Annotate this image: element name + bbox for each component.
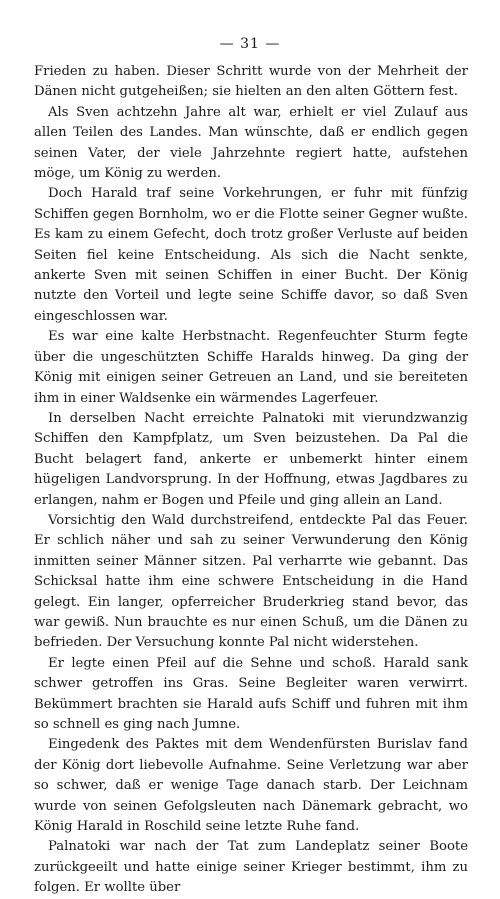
paragraph: Palnatoki war nach der Tat zum Landeplatz seiner Boote zurückgeeilt und hatte einige seiner Krieger bestimmt, ihm zu folgen. Er wollte über [34,839,468,896]
paragraph: Es war eine kalte Herbstnacht. Regenfeuchter Sturm fegte über die ungeschützten Schiffe Haralds hinweg. Da ging der König mit einigen seiner Getreuen an Land, und sie bereiteten ihm in einer Waldsenke ein wärmendes Lagerfeuer. [34,329,468,406]
paragraph: Als Sven achtzehn Jahre alt war, erhielt er viel Zulauf aus allen Teilen des Landes. Man wünschte, daß er endlich gegen seinen Vater, der viele Jahrzehnte regiert hatte, aufstehen möge, um König zu werden. [34,104,468,182]
paragraph: Vorsichtig den Wald durchstreifend, entdeckte Pal das Feuer. Er schlich näher und sah zu seiner Verwunderung den König inmitten seiner Männer sitzen. Pal verharrte wie gebannt. Das Schicksal hatte ihm eine schwere Entscheidung in die Hand gelegt. Ein langer, opferreicher Bruderkrieg stand bevor, das war gewiß. Nun brauchte es nur einen Schuß, um die Dänen zu befrieden. Der Versuchung konnte Pal nicht widerstehen. [34,512,468,651]
body-text [34,62,468,899]
paragraph: Frieden zu haben. Dieser Schritt wurde von der Mehrheit der Dänen nicht gutgeheißen; sie hielten an den alten Göttern fest. [34,64,468,100]
paragraph: In derselben Nacht erreichte Palnatoki mit vierundzwanzig Schiffen den Kampfplatz, um Sven beizustehen. Da Pal die Bucht belagert fand, ankerte er unbemerkt hinter einem hügeligen Landvorsprung. In der Hoffnung, etwas Jagdbares zu erlangen, nahm er Bogen und Pfeile und ging allein an Land. [34,410,468,508]
paragraph: Eingedenk des Paktes mit dem Wendenfürsten Burislav fand der König dort liebevolle Aufnahme. Seine Verletzung war aber so schwer, daß er wenige Tage danach starb. Der Leichnam wurde von seinen Gefolgsleuten nach Dänemark gebracht, wo König Harald in Roschild seine letzte Ruhe fand. [34,737,468,835]
page-number: — 31 — [219,36,281,52]
paragraph: Er legte einen Pfeil auf die Sehne und schoß. Harald sank schwer getroffen ins Gras. Seine Begleiter waren verwirrt. Bekümmert brachten sie Harald aufs Schiff und fuhren mit ihm so schnell es ging nach Jumne. [34,655,468,732]
paragraph: Doch Harald traf seine Vorkehrungen, er fuhr mit fünfzig Schiffen gegen Bornholm, wo er die Flotte seiner Gegner wußte. Es kam zu einem Gefecht, doch trotz großer Verluste auf beiden Seiten fiel keine Entscheidung. Als sich die Nacht senkte, ankerte Sven mit seinen Schiffen in einer Bucht. Der König nutzte den Vorteil und legte seine Schiffe davor, so daß Sven eingeschlossen war. [34,186,468,324]
